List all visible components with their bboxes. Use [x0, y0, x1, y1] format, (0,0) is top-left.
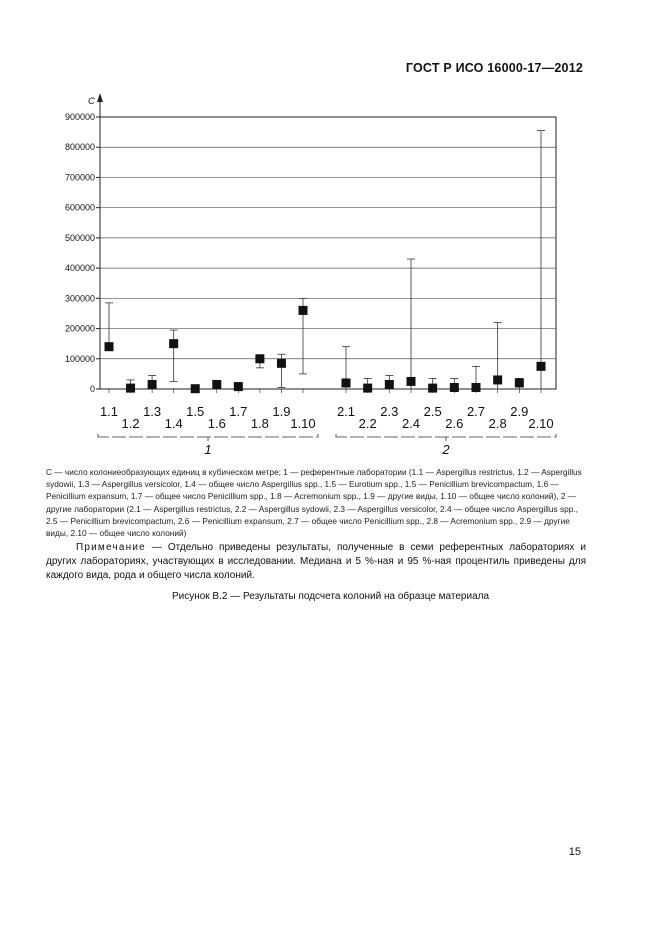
category-label-2.5: 2.5	[423, 404, 442, 419]
y-axis-label: C	[88, 96, 95, 107]
median-marker-1.4	[169, 339, 178, 348]
category-label-2.10: 2.10	[528, 416, 554, 431]
figure-legend-caption	[46, 466, 586, 539]
group-brace-1	[98, 434, 318, 437]
category-label-1.8: 1.8	[250, 416, 269, 431]
median-marker-2.4	[407, 377, 416, 386]
y-tick-label-200000: 200000	[64, 323, 95, 334]
median-marker-1.8	[255, 354, 264, 363]
category-label-2.2: 2.2	[358, 416, 377, 431]
y-tick-label-700000: 700000	[64, 172, 95, 183]
category-label-2.4: 2.4	[401, 416, 421, 431]
document-standard-header: ГОСТ Р ИСО 16000-17—2012	[405, 61, 583, 75]
category-label-1.3: 1.3	[143, 404, 162, 419]
group-brace-2	[336, 434, 556, 437]
note-text: — Отдельно приведены результаты, полученные в семи референтных лабораториях и других лабораториях, участвующих в исследовании. Медиана и 5 %-ная и 95 %-ная процентиль приведены для каждого вида, рода и общего числа колоний.	[46, 542, 586, 581]
category-label-2.1: 2.1	[336, 404, 356, 419]
median-marker-2.8	[493, 375, 502, 384]
category-label-2.9: 2.9	[510, 404, 529, 419]
y-axis-arrow-icon	[97, 93, 103, 102]
y-tick-label-800000: 800000	[64, 142, 95, 153]
category-label-1.1: 1.1	[99, 404, 119, 419]
median-marker-1.3	[148, 380, 157, 389]
median-marker-2.10	[537, 362, 546, 371]
page-number: 15	[568, 846, 581, 858]
median-marker-1.10	[299, 306, 308, 315]
median-marker-2.9	[515, 378, 524, 387]
y-tick-label-900000: 900000	[64, 112, 95, 122]
category-label-1.10: 1.10	[290, 416, 316, 431]
category-label-1.7: 1.7	[229, 404, 248, 419]
category-label-2.8: 2.8	[488, 416, 507, 431]
category-label-1.5: 1.5	[186, 404, 205, 419]
y-tick-label-600000: 600000	[64, 202, 95, 213]
y-tick-label-0: 0	[89, 384, 95, 394]
y-tick-label-300000: 300000	[64, 293, 95, 304]
caption-text: С — число колониеобразующих единиц в кубическом метре; 1 — референтные лаборатории (1.1 — Aspergillus restrictus, 1.2 — Aspergillus sydowii, 1.3 — Aspergillus versicolor, 1.4 — общее число Aspergillus spp., 1.5 — Eurotium spp., 1.5 — Penicillium brevicompactum, 1.6 — Penicillium expansum, 1.7 — общее число Penicillium spp., 1.8 — Acremonium spp., 1.9 — другие виды, 1.10 — общее число колоний), 2 — другие лаборатории (2.1 — Aspergillus restrictus, 2.2 — Aspergillus sydowii, 2.3 — Aspergillus versicolor, 2.4 — общее число Aspergillus spp., 2.5 — Penicillium brevicompactum, 2.6 — Penicillium expansum, 2.7 — общее число Penicillium spp., 2.8 — Acremonium spp., 2.9 — другие виды, 2.10 — общее число колоний)	[46, 467, 582, 539]
plot-frame	[100, 117, 556, 389]
category-label-1.9: 1.9	[272, 404, 291, 419]
category-label-1.6: 1.6	[207, 416, 226, 431]
category-label-1.2: 1.2	[121, 416, 140, 431]
median-marker-1.9	[277, 359, 286, 368]
y-tick-label-500000: 500000	[64, 232, 95, 243]
figure-note	[46, 541, 586, 582]
group-label-1: 1	[204, 442, 212, 457]
category-label-2.3: 2.3	[380, 404, 399, 419]
note-label: Примечание	[76, 542, 146, 553]
median-marker-1.6	[212, 380, 221, 389]
median-marker-2.1	[342, 378, 351, 387]
median-marker-2.3	[385, 380, 394, 389]
median-marker-1.1	[105, 342, 114, 351]
y-tick-label-100000: 100000	[64, 353, 95, 364]
category-label-2.7: 2.7	[466, 404, 486, 419]
y-tick-label-400000: 400000	[64, 263, 95, 274]
group-label-2: 2	[442, 442, 450, 457]
category-label-2.6: 2.6	[445, 416, 464, 431]
figure-title: Рисунок В.2 — Результаты подсчета колоний на образце материала	[171, 591, 490, 602]
category-label-1.4: 1.4	[164, 416, 183, 431]
